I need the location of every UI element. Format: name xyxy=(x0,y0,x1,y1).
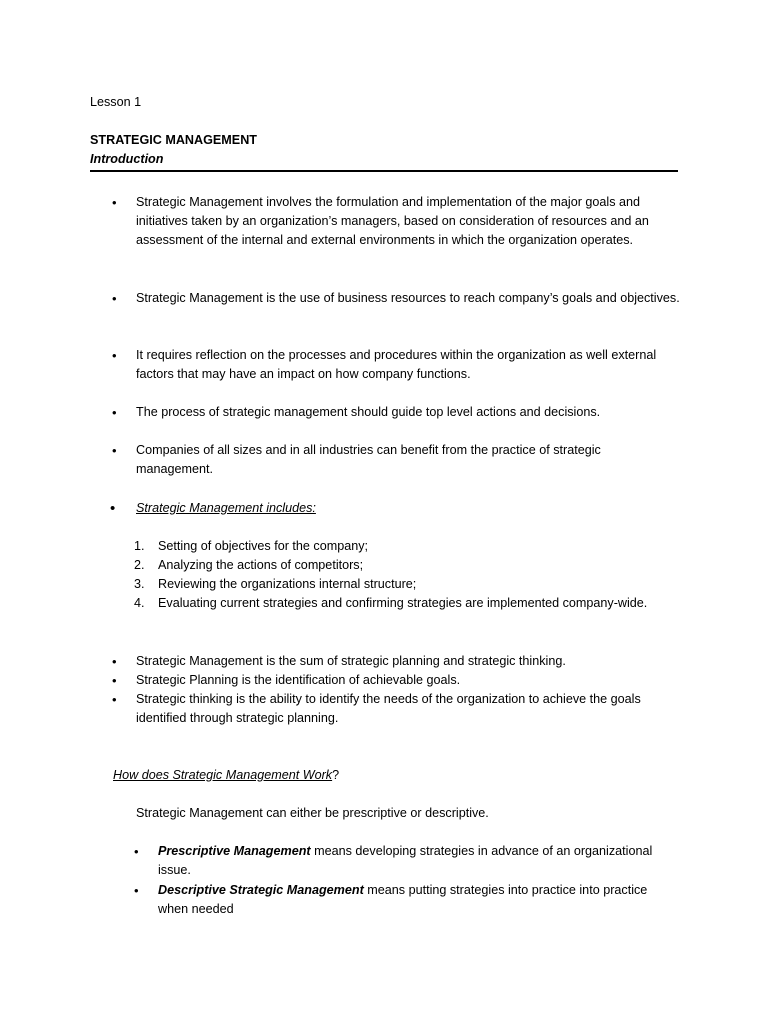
bullet-item: • Companies of all sizes and in all industries can benefit from the practice of strategic management. xyxy=(136,441,681,479)
section-intro: Strategic Management can either be prescriptive or descriptive. xyxy=(136,806,489,820)
list-text: Evaluating current strategies and confirming strategies are implemented company-wide. xyxy=(158,596,648,610)
list-number: 3. xyxy=(134,577,145,591)
list-item xyxy=(134,594,678,613)
includes-heading-item xyxy=(136,499,681,518)
list-text: Analyzing the actions of competitors; xyxy=(158,558,364,572)
list-text: Reviewing the organizations internal structure; xyxy=(158,577,417,591)
bullet-item: • Strategic Planning is the identification of achievable goals. xyxy=(136,671,681,690)
bullet-item: • Strategic thinking is the ability to identify the needs of the organization to achieve the goals identified through strategic planning. xyxy=(136,690,681,728)
bullet-item: • The process of strategic management should guide top level actions and decisions. xyxy=(136,403,681,422)
list-number: 4. xyxy=(134,596,145,610)
list-number: 1. xyxy=(134,539,145,553)
list-item xyxy=(134,537,678,556)
bullet-item: • Strategic Management is the use of business resources to reach company’s goals and objectives. xyxy=(136,289,681,308)
list-item xyxy=(134,575,678,594)
bullet-item xyxy=(158,881,658,919)
question-text: How does Strategic Management Work xyxy=(113,768,333,782)
term-definition: means developing strategies in advance of an organizational issue. xyxy=(158,844,653,878)
section-subtitle: Introduction xyxy=(90,152,164,166)
title-divider xyxy=(90,170,678,172)
document-title: STRATEGIC MANAGEMENT xyxy=(90,133,257,147)
bullet-item: • Strategic Management is the sum of strategic planning and strategic thinking. xyxy=(136,652,681,671)
list-text: Setting of objectives for the company; xyxy=(158,539,369,553)
lesson-label: Lesson 1 xyxy=(90,95,142,109)
question-mark: ? xyxy=(332,768,340,782)
term: Descriptive Strategic Management xyxy=(158,883,364,897)
term-definition: means putting strategies into practice into practice when needed xyxy=(158,883,648,917)
term: Prescriptive Management xyxy=(158,844,311,858)
list-item xyxy=(134,556,678,575)
includes-heading: Strategic Management includes: xyxy=(136,501,316,515)
section-question xyxy=(113,766,339,785)
bullet-item: • Strategic Management involves the formulation and implementation of the major goals and initiatives taken by an organization’s managers, based on consideration of resources and an assessment of the internal and external environments in which the organization operates. xyxy=(136,193,681,251)
list-number: 2. xyxy=(134,558,145,572)
bullet-item: • It requires reflection on the processes and procedures within the organization as well external factors that may have an impact on how company functions. xyxy=(136,346,681,384)
bullet-item xyxy=(158,842,658,880)
